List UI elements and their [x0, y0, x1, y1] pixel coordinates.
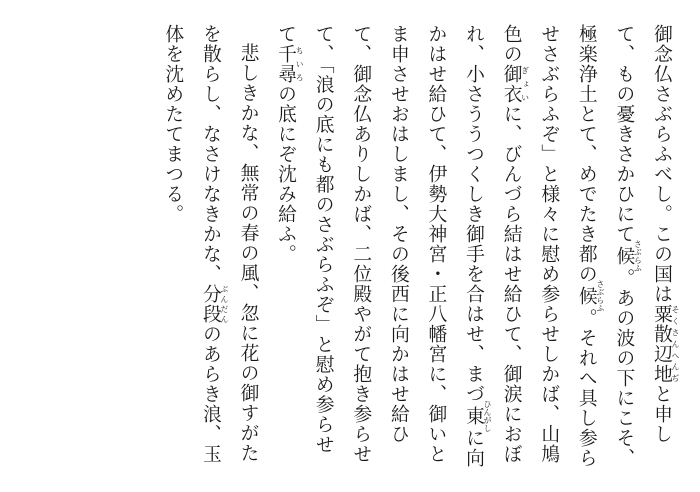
ruby-reading: さぶらふ: [595, 279, 605, 312]
paragraph-2: [154, 24, 267, 472]
text-run: 御念仏さぶらふべし。この国は: [651, 24, 672, 304]
text-run: のあらき浪、玉体を沈めたてまつる。: [162, 24, 221, 464]
ruby-word: [575, 279, 605, 312]
ruby-reading: ぎょい: [520, 63, 530, 104]
text-run: の底にぞ沈み給ふ。: [275, 83, 297, 264]
ruby-base: 粟散辺地: [651, 303, 672, 384]
ruby-base: 東: [463, 399, 485, 432]
text-run: に向かはせ給ひて、伊勢大神宮・正八幡宮に、御いとま申させおはしまし、その後西に向かはせ給ひて、御念仏ありしかば、二位殿やがて抱き参らせて、「浪の底にも都のさぶらふぞ」と慰め参らせて: [275, 24, 485, 468]
ruby-reading: ぶんだん: [219, 283, 229, 324]
ruby-word: [500, 63, 530, 104]
ruby-base: 千尋: [275, 44, 297, 84]
ruby-word: [651, 303, 680, 384]
ruby-word: [613, 239, 643, 272]
paragraph-1: [266, 24, 680, 472]
text-run: 。あの波の下にこそ、極楽浄土とて、めでたき都の: [575, 24, 635, 468]
ruby-reading: ひんがし: [483, 399, 493, 432]
ruby-base: 分段: [199, 283, 221, 324]
ruby-reading: さぶらふ: [633, 239, 643, 272]
text-run: に、びんづら結はせ給ひて、御涙におぼれ、小さううつくしき御手を合はせ、まづ: [463, 24, 522, 464]
ruby-word: [463, 399, 493, 432]
ruby-base: 候: [575, 279, 597, 312]
ruby-reading: そくさんへんぢ: [671, 303, 680, 384]
text-run: と申して、もの憂きさかひにて: [613, 24, 672, 444]
ruby-reading: ちいろ: [295, 44, 305, 84]
ruby-word: [275, 44, 305, 84]
vertical-text-body: [154, 24, 680, 472]
text-run: 。それへ具し参らせさぶらふぞ」と様々に慰め参らせしかば、山鳩色の: [500, 24, 597, 468]
text-run: 悲しきかな、無常の春の風、忽に花の御すがたを散らし、なさけなきかな、: [199, 24, 259, 463]
ruby-base: 御衣: [500, 63, 522, 104]
ruby-word: [199, 283, 229, 324]
ruby-base: 候: [613, 239, 635, 272]
